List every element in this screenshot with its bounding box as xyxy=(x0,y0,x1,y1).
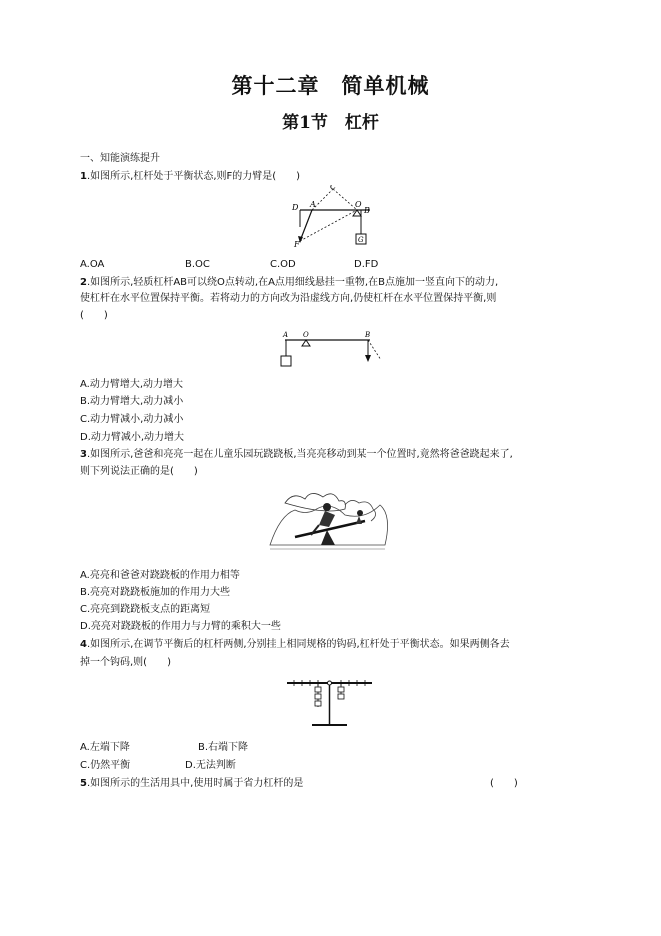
left-weight xyxy=(315,694,321,699)
question-3-stem-line-2: 则下列说法正确的是( ) xyxy=(80,466,198,477)
q3-seesaw-figure xyxy=(265,485,390,555)
q3-option-c: C.亮亮到跷跷板支点的距离短 xyxy=(80,604,211,615)
beam-pivot xyxy=(328,681,332,685)
left-weight xyxy=(315,687,321,692)
question-5-answer-bracket: ( ) xyxy=(490,778,518,789)
label-a: A xyxy=(310,200,316,209)
label-d: D xyxy=(292,203,299,212)
label-f: F xyxy=(294,240,300,249)
question-4-stem-line-2: 掉一个钩码,则( ) xyxy=(80,657,171,668)
q3-option-b: B.亮亮对跷跷板施加的作用力大些 xyxy=(80,587,231,598)
q2-option-d: D.动力臂减小,动力增大 xyxy=(80,432,185,443)
kid-head xyxy=(357,510,363,516)
question-2-stem-line-1 xyxy=(80,275,498,290)
q4-balance-figure xyxy=(282,675,377,731)
question-text: .如图所示,爸爸和亮亮一起在儿童乐园玩跷跷板,当亮亮移动到某一个位置时,竟然将爸爸跷起来了, xyxy=(86,449,513,460)
question-2-stem-line-3: ( ) xyxy=(80,310,108,321)
q4-option-d: D.无法判断 xyxy=(185,760,236,771)
question-3-stem-line-1 xyxy=(80,447,513,462)
q3-option-a: A.亮亮和爸爸对跷跷板的作用力相等 xyxy=(80,570,240,581)
question-text: .如图所示,轻质杠杆AB可以绕O点转动,在A点用细线悬挂一重物,在B点施加一竖直向下的动力, xyxy=(86,277,499,288)
seesaw-pivot xyxy=(321,530,335,545)
dashed-line xyxy=(300,210,357,241)
question-4-stem-line-1 xyxy=(80,637,510,652)
q2-option-b: B.动力臂增大,动力减小 xyxy=(80,396,184,407)
q4-option-a: A.左端下降 xyxy=(80,742,130,753)
pivot xyxy=(302,340,310,346)
label-o: O xyxy=(303,331,309,339)
section-title: 第1节 杠杆 xyxy=(282,113,379,133)
dad-head xyxy=(323,503,331,511)
force-line xyxy=(300,210,312,241)
question-number: 2 xyxy=(80,277,87,288)
q3-option-d: D.亮亮对跷跷板的作用力与力臂的乘积大一些 xyxy=(80,621,281,632)
question-2-stem-line-2: 使杠杆在水平位置保持平衡。若将动力的方向改为沿虚线方向,仍使杠杆在水平位置保持平衡,则 xyxy=(80,293,497,304)
label-c: C xyxy=(330,185,337,191)
left-weight xyxy=(315,701,321,706)
dashed-line xyxy=(333,189,357,210)
question-number: 4 xyxy=(80,639,87,650)
pivot xyxy=(353,210,361,216)
label-g: G xyxy=(358,236,364,244)
question-1-stem xyxy=(80,169,300,184)
label-b: B xyxy=(365,331,371,339)
q4-option-c: C.仍然平衡 xyxy=(80,760,131,771)
section-label: 一、知能演练提升 xyxy=(80,153,160,164)
question-number: 1 xyxy=(80,171,87,182)
q2-option-a: A.动力臂增大,动力增大 xyxy=(80,379,184,390)
label-o: O xyxy=(355,200,362,209)
q1-option-c: C.OD xyxy=(270,259,296,270)
q1-option-b: B.OC xyxy=(185,259,210,270)
chapter-title: 第十二章 简单机械 xyxy=(231,73,430,98)
right-weight xyxy=(338,694,344,699)
right-weight xyxy=(338,687,344,692)
q4-option-b: B.右端下降 xyxy=(198,742,249,753)
dad-body xyxy=(319,511,335,527)
question-number: 5 xyxy=(80,778,87,789)
question-text: .如图所示的生活用具中,使用时属于省力杠杆的是 xyxy=(86,778,304,789)
weight-box xyxy=(281,356,291,366)
label-b: B xyxy=(364,206,370,215)
q1-option-a: A.OA xyxy=(80,259,105,270)
q1-lever-figure xyxy=(285,185,385,255)
q2-option-c: C.动力臂减小,动力减小 xyxy=(80,414,184,425)
force-arrow xyxy=(365,355,371,362)
kid-body xyxy=(356,516,362,524)
question-text: .如图所示,在调节平衡后的杠杆两侧,分别挂上相同规格的钩码,杠杆处于平衡状态。如果两侧各去 xyxy=(86,639,510,650)
label-a: A xyxy=(283,331,289,339)
question-5-stem xyxy=(80,776,303,791)
question-number: 3 xyxy=(80,449,87,460)
q2-lever-figure xyxy=(275,328,390,370)
question-text: .如图所示,杠杆处于平衡状态,则F的力臂是( ) xyxy=(86,171,301,182)
q1-option-d: D.FD xyxy=(354,259,379,270)
